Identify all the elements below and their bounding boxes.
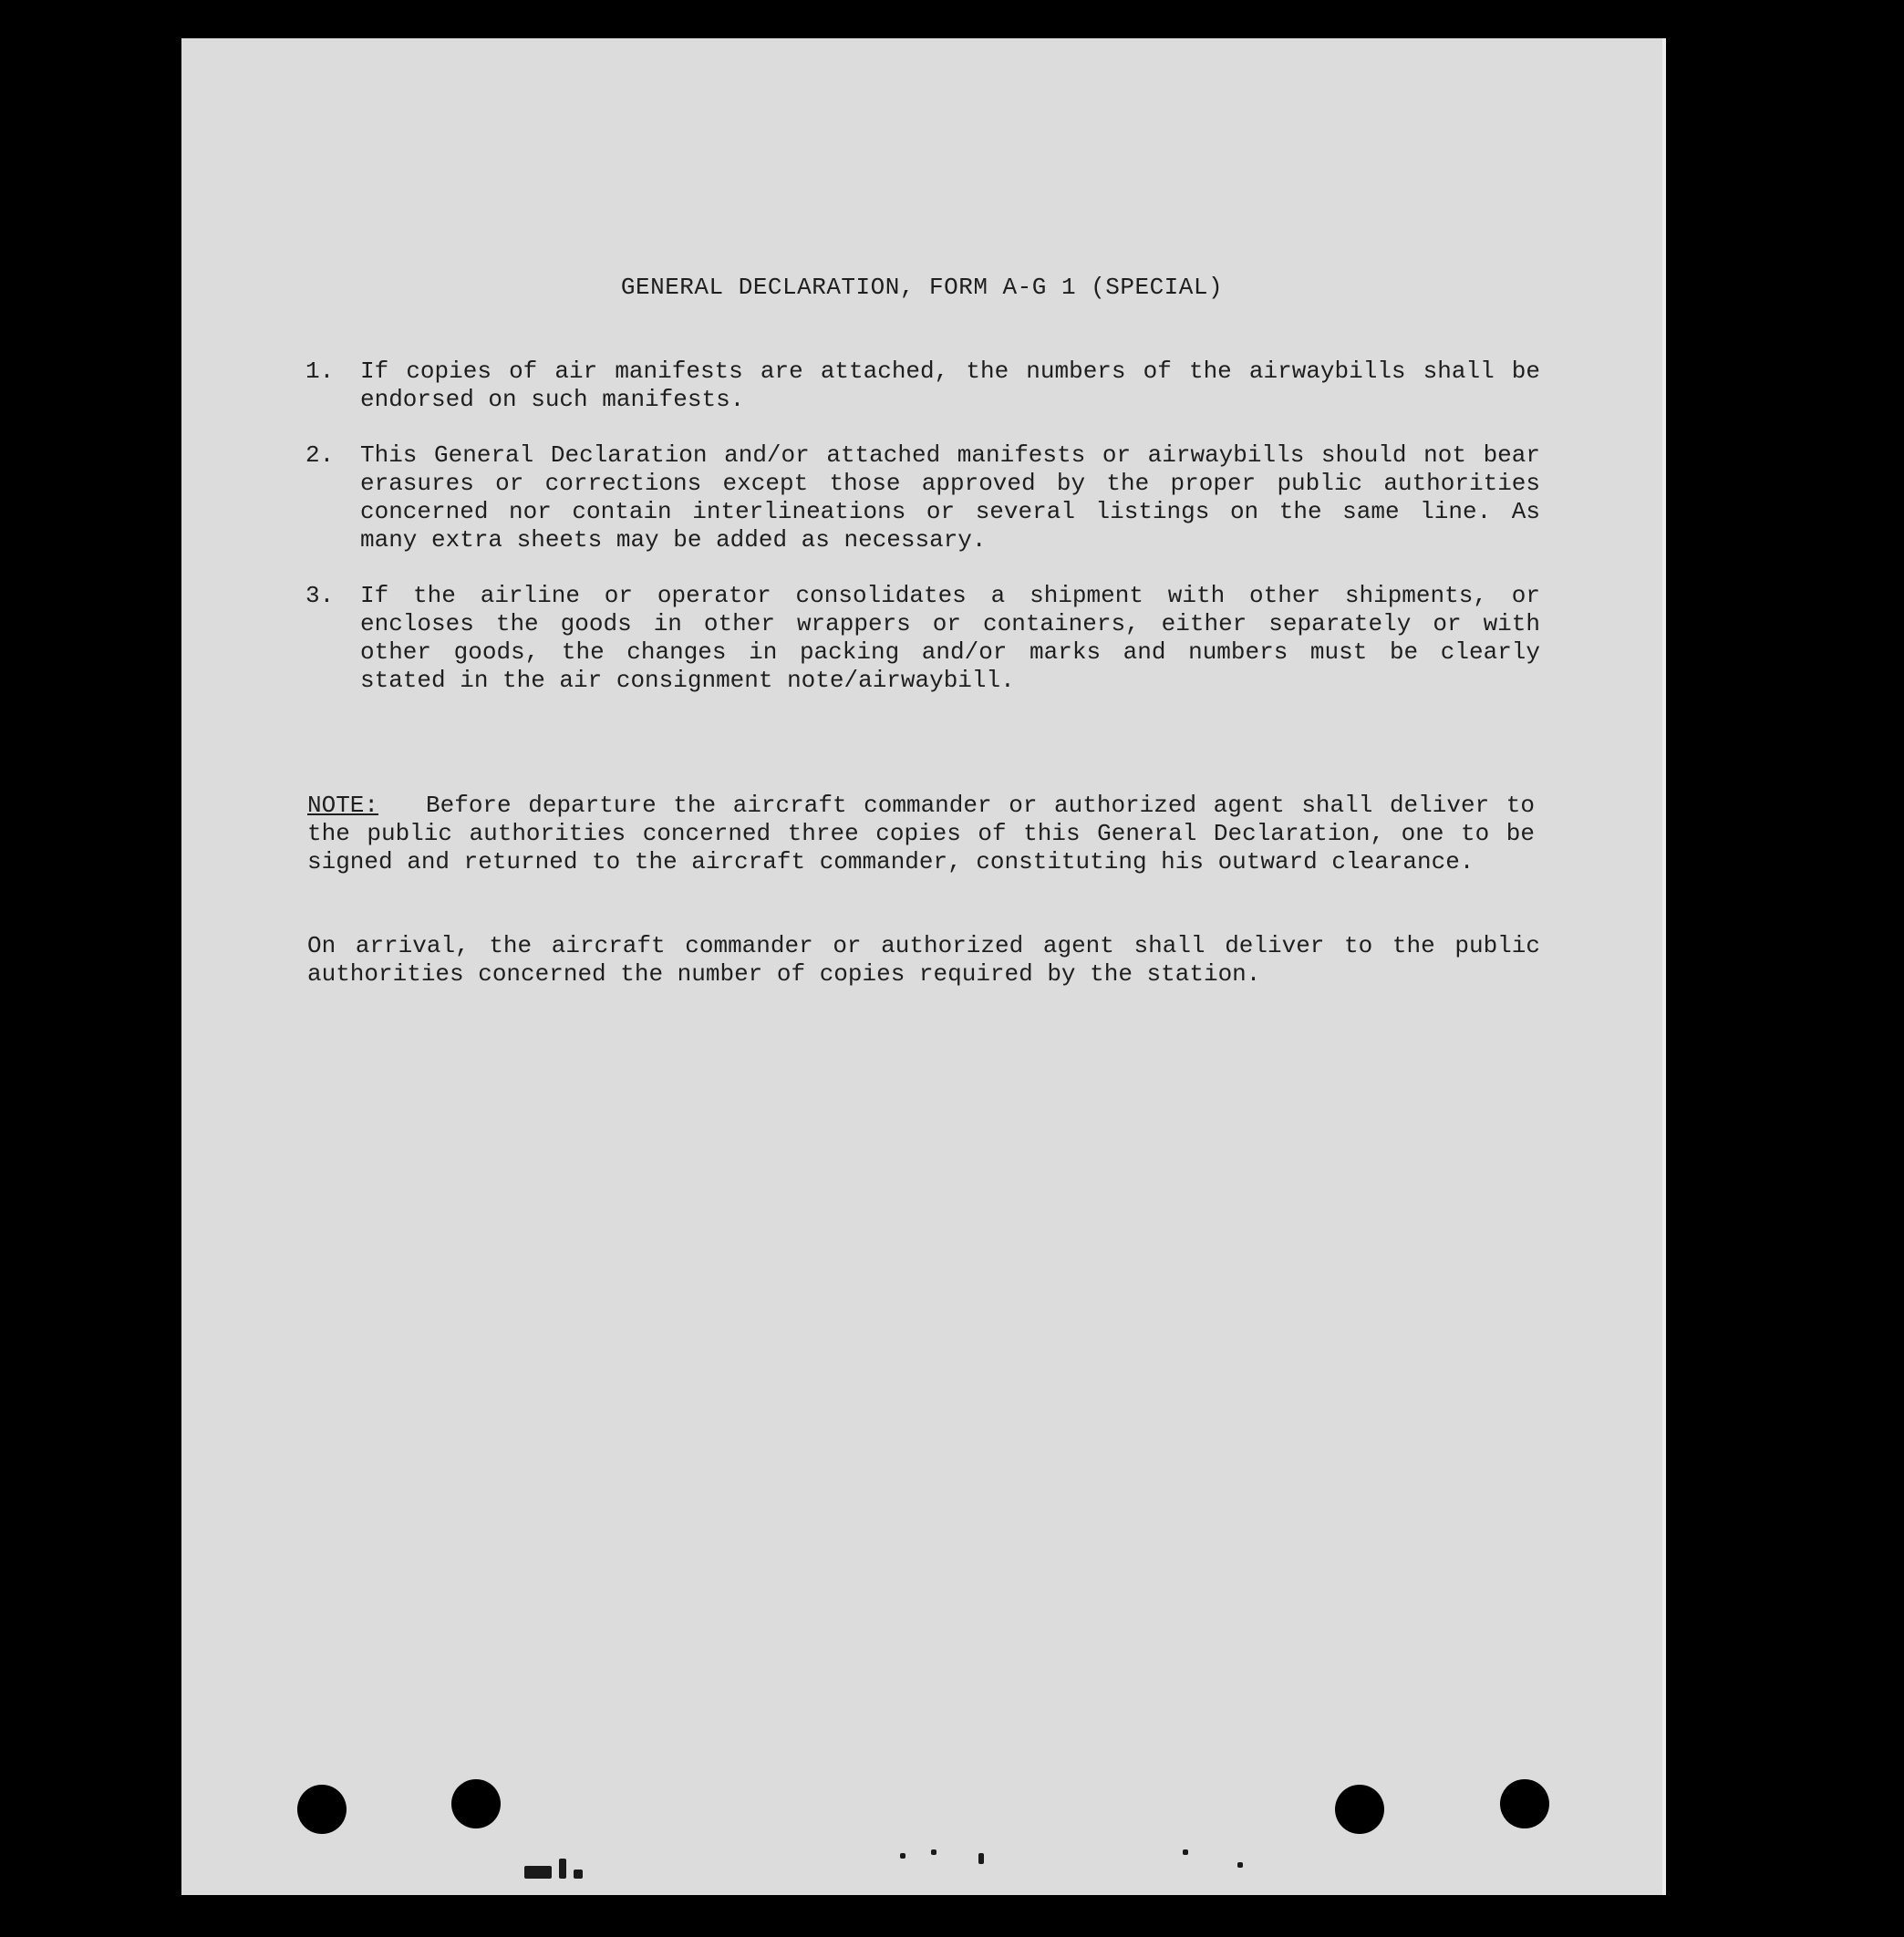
instruction-item	[300, 357, 1540, 414]
item-number: 2.	[305, 441, 335, 469]
note-text: Before departure the aircraft commander or authorized agent shall deliver to the public authorities concerned three copies of this General Declaration, one to be signed and returned to the aircraft commander, constituting his outward clearance.	[307, 792, 1535, 875]
document-title: GENERAL DECLARATION, FORM A-G 1 (SPECIAL)	[620, 274, 1224, 301]
punch-hole	[1500, 1779, 1549, 1828]
scan-speck	[978, 1853, 984, 1864]
note-label: NOTE:	[307, 792, 379, 819]
punch-hole	[451, 1779, 501, 1828]
instruction-item	[300, 582, 1540, 695]
scan-speck	[1237, 1862, 1243, 1868]
item-text: This General Declaration and/or attached manifests or airwaybills should not bear erasures or corrections except those approved by the proper public authorities concerned nor contain interlineations or several listings on the same line. As many extra sheets may be added as necessary.	[360, 441, 1540, 554]
item-number: 1.	[305, 357, 335, 385]
punch-hole	[297, 1785, 347, 1834]
scan-speck	[574, 1870, 583, 1879]
item-text: If the airline or operator consolidates a shipment with other shipments, or encloses the goods in other wrappers or containers, either separately or with other goods, the changes in packing and/or marks and numbers must be clearly stated in the air consignment note/airwaybill.	[360, 582, 1540, 694]
note-paragraph	[307, 792, 1535, 876]
item-number: 3.	[305, 582, 335, 609]
document-page	[181, 38, 1666, 1895]
scan-speck	[931, 1849, 936, 1855]
arrival-paragraph: On arrival, the aircraft commander or authorized agent shall deliver to the public authorities concerned the number of copies required by the station.	[307, 932, 1540, 988]
punch-hole	[1335, 1785, 1384, 1834]
scan-speck	[559, 1859, 566, 1879]
scan-speck	[1183, 1849, 1188, 1855]
instruction-item	[300, 441, 1540, 554]
scan-speck	[900, 1853, 905, 1859]
scan-speck	[524, 1866, 552, 1879]
instruction-list	[300, 357, 1540, 722]
item-text: If copies of air manifests are attached, the numbers of the airwaybills shall be endorsed on such manifests.	[360, 357, 1540, 413]
